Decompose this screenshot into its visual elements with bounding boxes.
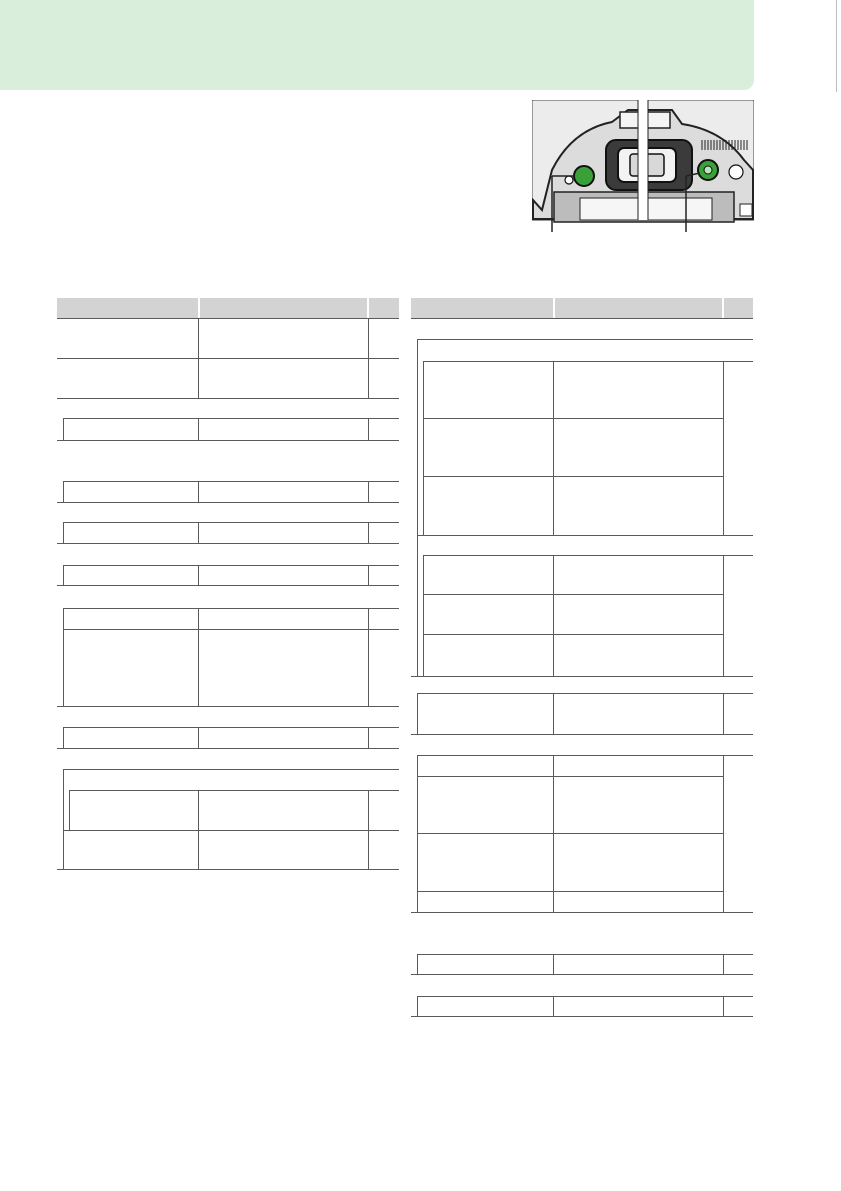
- camera-viewfinder-illustration: [532, 100, 754, 232]
- section-tab: [772, 0, 841, 92]
- table-row: [57, 585, 399, 586]
- table-row: [57, 318, 399, 319]
- table-row: [411, 318, 753, 319]
- table-row: [57, 502, 399, 503]
- table-header: [57, 298, 399, 318]
- table-row: [57, 543, 399, 544]
- table-row: [411, 974, 753, 975]
- table-row: [57, 440, 399, 441]
- table-row: [57, 869, 399, 870]
- table-row: [411, 676, 753, 677]
- section-tab-divider: [836, 0, 837, 92]
- table-row: [411, 734, 753, 735]
- table-row: [57, 748, 399, 749]
- table-row: [411, 912, 753, 913]
- table-row: [57, 706, 399, 707]
- table-header: [411, 298, 753, 318]
- button-callout-left: [574, 166, 594, 186]
- table-row: [57, 358, 399, 359]
- page-banner: [0, 0, 754, 90]
- table-row: [57, 398, 399, 399]
- table-row: [411, 1016, 753, 1017]
